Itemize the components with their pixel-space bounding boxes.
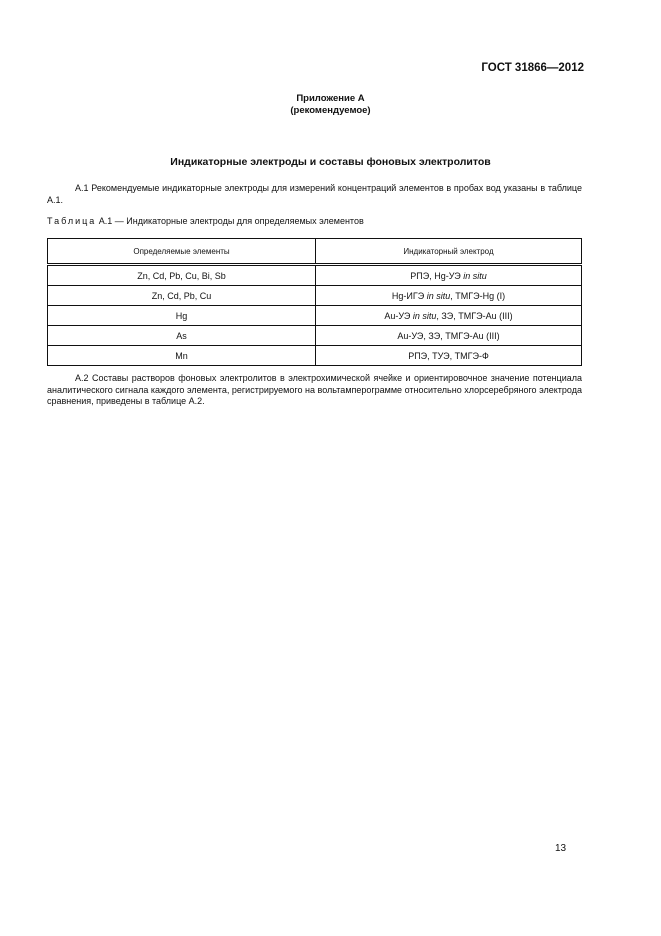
cell-elements: As xyxy=(48,326,316,346)
electrodes-table xyxy=(47,238,582,366)
page-number: 13 xyxy=(555,843,567,854)
column-header-electrode: Индикаторный электрод xyxy=(316,239,582,265)
paragraph-a2: А.2 Составы растворов фоновых электролитов в электрохимической ячейке и ориентировочное значение потенциала аналитического сигнала каждого элемента, регистрируемого на вольтамперограмме относительно хлорсеребряного электрода сравнения, приведены в таблице А.2. xyxy=(47,373,582,406)
cell-elements: Mn xyxy=(48,346,316,366)
electrode-italic-text: in situ xyxy=(463,270,487,281)
table-header-row xyxy=(48,239,582,265)
cell-electrode xyxy=(316,326,582,346)
table-row xyxy=(48,306,582,326)
section-title: Индикаторные электроды и составы фоновых электролитов xyxy=(170,156,491,168)
table-row xyxy=(48,265,582,286)
electrode-text: , ЗЭ, ТМГЭ-Au (III) xyxy=(436,310,513,321)
electrode-text: , ТМГЭ-Hg (I) xyxy=(450,290,506,301)
annex-subtitle: (рекомендуемое) xyxy=(290,105,371,116)
cell-elements: Zn, Cd, Pb, Cu, Bi, Sb xyxy=(48,265,316,286)
document-code: ГОСТ 31866—2012 xyxy=(481,62,584,74)
electrode-text: Au-УЭ xyxy=(384,310,413,321)
cell-electrode xyxy=(316,265,582,286)
annex-heading xyxy=(0,93,661,117)
table-row xyxy=(48,346,582,366)
electrode-text: РПЭ, Hg-УЭ xyxy=(410,270,464,281)
column-header-elements: Определяемые элементы xyxy=(48,239,316,265)
cell-electrode xyxy=(316,286,582,306)
table-caption-text: А.1 — Индикаторные электроды для определяемых элементов xyxy=(96,216,364,226)
cell-elements: Hg xyxy=(48,306,316,326)
table-row xyxy=(48,326,582,346)
cell-electrode xyxy=(316,346,582,366)
cell-elements: Zn, Cd, Pb, Cu xyxy=(48,286,316,306)
paragraph-a1: А.1 Рекомендуемые индикаторные электроды для измерений концентраций элементов в пробах вод указаны в таблице А.1. xyxy=(47,183,582,205)
electrode-text: РПЭ, ТУЭ, ТМГЭ-Ф xyxy=(408,350,489,361)
electrode-italic-text: in situ xyxy=(412,310,437,321)
table-caption-label: Таблица xyxy=(47,216,97,226)
cell-electrode xyxy=(316,306,582,326)
electrode-text: Hg-ИГЭ xyxy=(391,290,427,301)
annex-title: Приложение А xyxy=(296,93,365,104)
table-row xyxy=(48,286,582,306)
table-caption xyxy=(47,216,364,226)
electrode-italic-text: in situ xyxy=(426,290,451,301)
electrode-text: Au-УЭ, ЗЭ, ТМГЭ-Au (III) xyxy=(397,330,500,341)
